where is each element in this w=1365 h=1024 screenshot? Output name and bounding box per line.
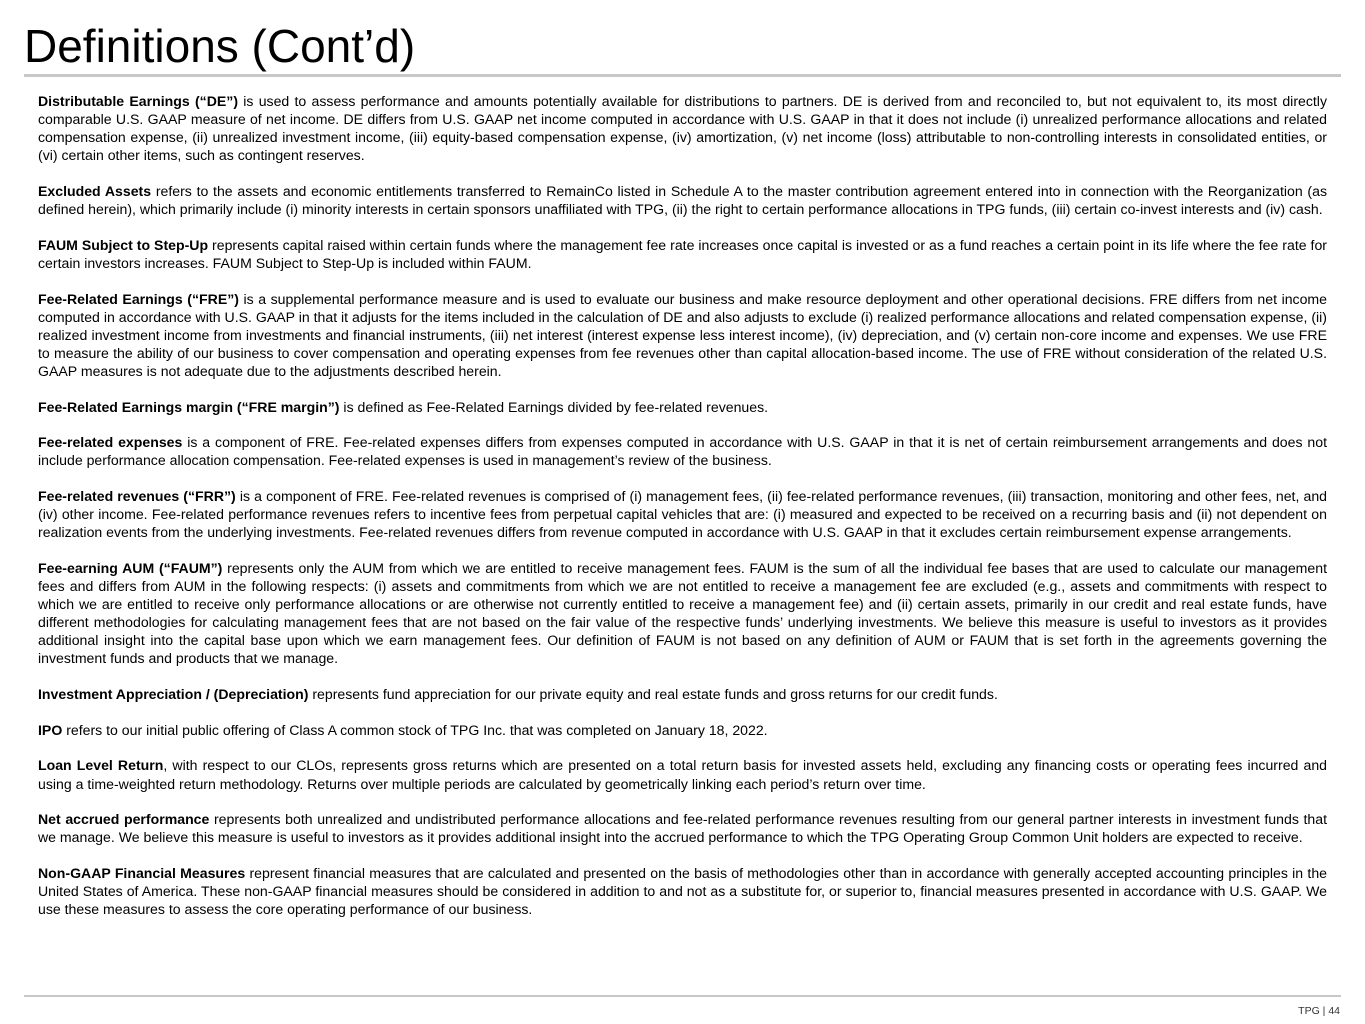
definition-text: is a supplemental performance measure and is used to evaluate our business and make resource deployment and other operational decisions. FRE differs from net income computed in accordance with U.S. GAAP in that it adjusts for the items included in the calculation of DE and also adjusts to exclude (i) realized performance allocations and related compensation expense, (ii) realized investment income from investments and financial instruments, (iii) net interest (interest expense less interest income), (iv) depreciation, and (v) certain non-core income and expenses. We use FRE to measure the ability of our business to cover compensation and operating expenses from fee revenues other than capital allocation-based income. The use of FRE without consideration of the related U.S. GAAP measures is not adequate due to the adjustments described herein. bbox=[38, 290, 1328, 379]
page-title: Definitions (Cont’d) bbox=[24, 20, 416, 72]
definition-text: is a component of FRE. Fee-related revenues is comprised of (i) management fees, (ii) fee-related performance revenues, (iii) transaction, monitoring and other fees, net, and (iv) other income. Fee-related performance revenues refers to incentive fees from perpetual capital vehicles that are: (i) measured and expected to be received on a recurring basis and (ii) not dependent on realization events from the underlying investments. Fee-related revenues differs from revenue computed in accordance with U.S. GAAP in that it excludes certain reimbursement expense arrangements. bbox=[38, 488, 1327, 541]
definition-term: Fee-earning AUM (“FAUM”) bbox=[38, 559, 223, 576]
definitions-list bbox=[38, 92, 1327, 918]
page-number: TPG | 44 bbox=[1298, 1005, 1340, 1017]
definition-investment-appreciation bbox=[38, 685, 1327, 703]
definition-text: represent financial measures that are calculated and presented on the basis of methodologies other than in accordance with generally accepted accounting principles in the United States of America. These non-GAAP financial measures should be considered in addition to and not as a substitute for, or superior to, financial measures presented in accordance with U.S. GAAP. We use these measures to assess the core operating performance of our business. bbox=[38, 865, 1327, 918]
definition-text: is defined as Fee-Related Earnings divided by fee-related revenues. bbox=[339, 398, 769, 415]
definition-fee-earning-aum bbox=[38, 559, 1327, 668]
definition-text: represents only the AUM from which we are entitled to receive management fees. FAUM is the sum of all the individual fee bases that are used to calculate our management fees and differs from AUM in the following respects: (i) assets and commitments from which we are not entitled to receive a management fee are excluded (e.g., assets and commitments with respect to which we are entitled to receive only performance allocations or are otherwise not currently entitled to receive a management fee) and (ii) certain assets, primarily in our credit and real estate funds, have different methodologies for calculating management fees that are not based on the fair value of the respective funds’ underlying investments. We believe this measure is useful to investors as it provides additional insight into the capital base upon which we earn management fees. Our definition of FAUM is not based on any definition of AUM or FAUM that is set forth in the agreements governing the investment funds and products that we manage. bbox=[38, 559, 1327, 667]
definition-term: Distributable Earnings (“DE”) bbox=[38, 93, 239, 109]
definition-net-accrued-performance bbox=[38, 810, 1327, 846]
definition-term: FAUM Subject to Step-Up bbox=[38, 236, 209, 253]
definition-ipo bbox=[38, 721, 1327, 739]
definition-term: Fee-Related Earnings (“FRE”) bbox=[38, 290, 239, 307]
definition-term: Non-GAAP Financial Measures bbox=[38, 865, 246, 882]
definition-term: Loan Level Return bbox=[38, 757, 164, 774]
definition-text: , with respect to our CLOs, represents gross returns which are presented on a total return basis for invested assets held, excluding any financing costs or operating fees incurred and using a time-weighted return methodology. Returns over multiple periods are calculated by geometrically linking each period’s return over time. bbox=[38, 757, 1328, 792]
definition-term: IPO bbox=[38, 721, 63, 738]
definition-loan-level-return bbox=[38, 756, 1327, 792]
definition-non-gaap-financial-measures bbox=[38, 864, 1327, 918]
definition-fre-margin bbox=[38, 398, 1327, 416]
definition-fee-related-earnings bbox=[38, 290, 1327, 380]
definition-term: Fee-Related Earnings margin (“FRE margin”) bbox=[38, 398, 340, 415]
definition-fee-related-expenses bbox=[38, 433, 1327, 469]
definition-term: Fee-related expenses bbox=[38, 434, 183, 451]
definition-faum-subject-to-step-up bbox=[38, 236, 1327, 272]
definition-term: Fee-related revenues (“FRR”) bbox=[38, 488, 236, 505]
footer-divider bbox=[24, 995, 1341, 997]
definition-text: represents both unrealized and undistributed performance allocations and fee-related performance revenues resulting from our general partner interests in investment funds that we manage. We believe this measure is useful to investors as it provides additional insight into the accrued performance to which the TPG Operating Group Common Unit holders are expected to receive. bbox=[38, 811, 1327, 846]
definition-distributable-earnings bbox=[38, 92, 1327, 164]
definition-term: Net accrued performance bbox=[38, 811, 210, 828]
definition-text: is used to assess performance and amounts potentially available for distributions to partners. DE is derived from and reconciled to, but not equivalent to, its most directly comparable U.S. GAAP measure of net income. DE differs from U.S. GAAP net income computed in accordance with U.S. GAAP in that it does not include (i) unrealized performance allocations and related compensation expense, (ii) unrealized investment income, (iii) equity-based compensation expense, (iv) amortization, (v) net income (loss) attributable to non-controlling interests in consolidated entities, or (vi) certain other items, such as contingent reserves. bbox=[38, 93, 1327, 164]
definition-text: is a component of FRE. Fee-related expenses differs from expenses computed in accordance with U.S. GAAP in that it is net of certain reimbursement arrangements and does not include performance allocation compensation. Fee-related expenses is used in management’s review of the business. bbox=[38, 434, 1327, 469]
definition-text: represents fund appreciation for our private equity and real estate funds and gross returns for our credit funds. bbox=[308, 686, 998, 703]
definition-text: refers to our initial public offering of Class A common stock of TPG Inc. that was completed on January 18, 2022. bbox=[62, 721, 768, 738]
definition-term: Excluded Assets bbox=[38, 182, 152, 199]
definition-excluded-assets bbox=[38, 182, 1327, 218]
definition-text: represents capital raised within certain funds where the management fee rate increases once capital is invested or as a fund reaches a certain point in its life where the fee rate for certain investors increases. FAUM Subject to Step-Up is included within FAUM. bbox=[38, 236, 1327, 271]
title-divider bbox=[24, 74, 1341, 77]
definition-text: refers to the assets and economic entitlements transferred to RemainCo listed in Schedule A to the master contribution agreement entered into in connection with the Reorganization (as defined herein), which primarily include (i) minority interests in certain sponsors unaffiliated with TPG, (ii) the right to certain performance allocations in TPG funds, (iii) certain co-invest interests and (iv) cash. bbox=[38, 182, 1327, 218]
definition-fee-related-revenues bbox=[38, 487, 1327, 541]
definition-term: Investment Appreciation / (Depreciation) bbox=[38, 686, 309, 703]
